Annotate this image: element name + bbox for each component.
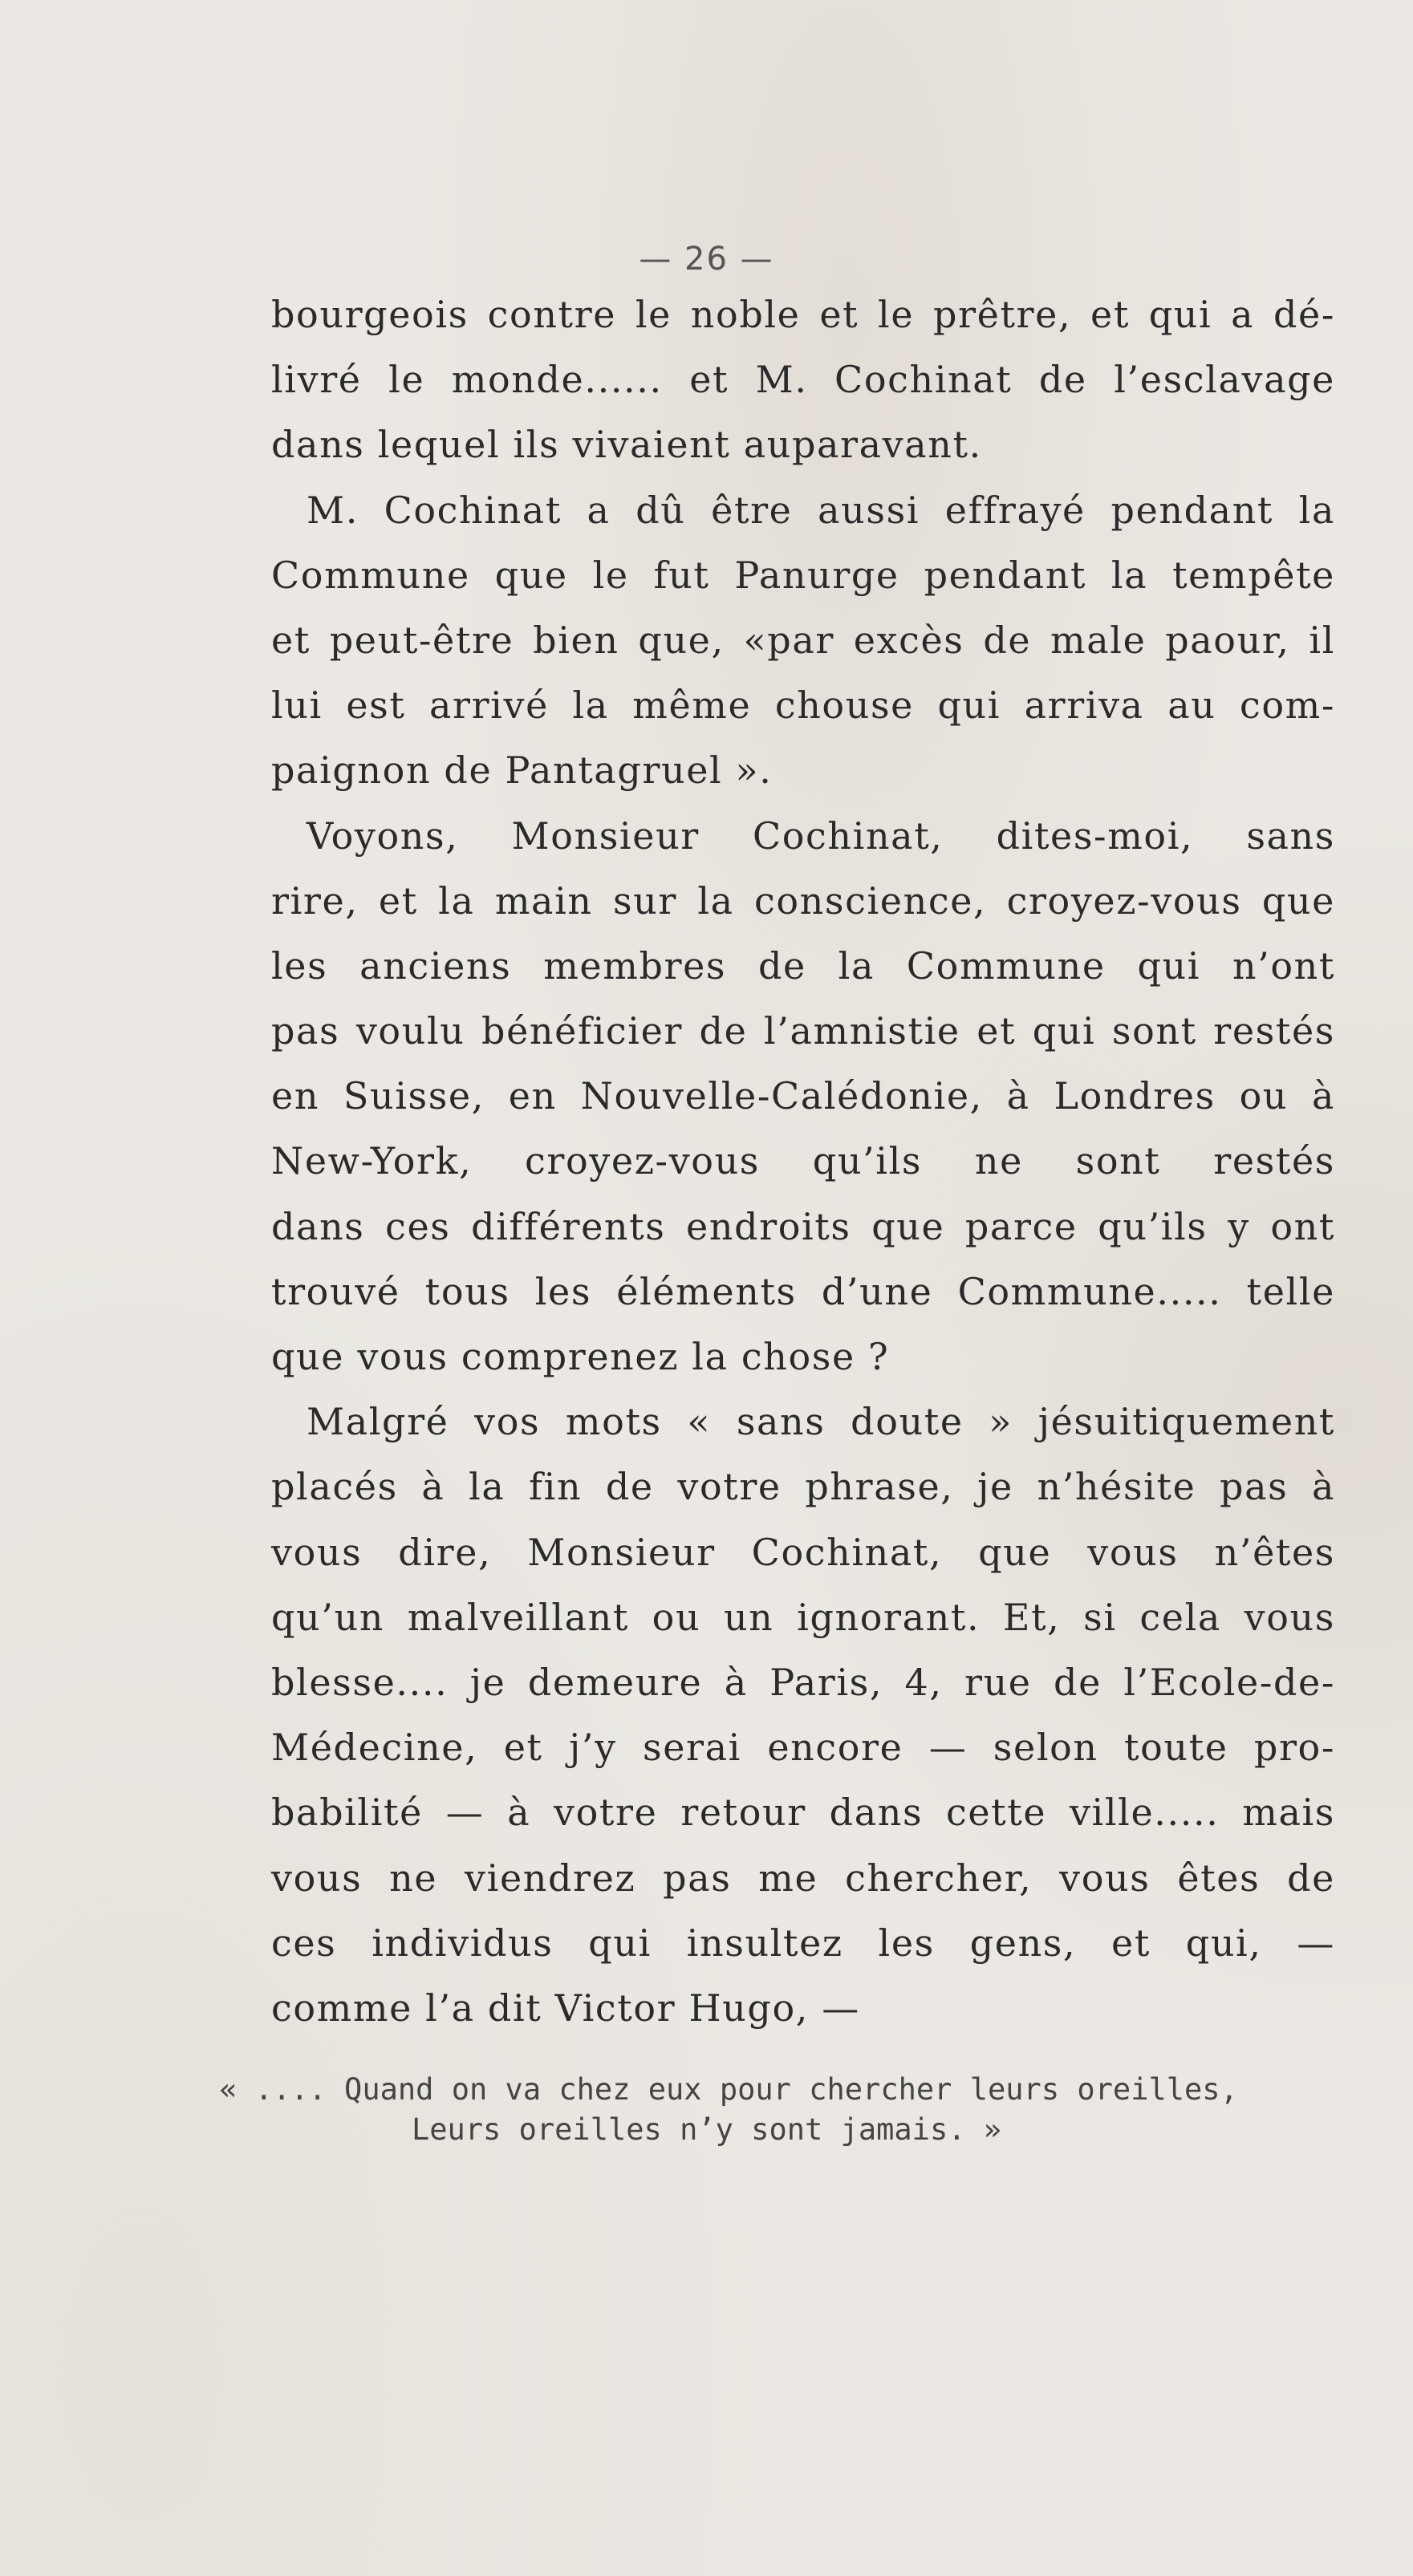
- text-line: bourgeois contre le noble et le prêtre, et qui a dé-: [271, 293, 1335, 336]
- text-line: M. Cochinat a dû être aussi effrayé pendant la: [307, 488, 1335, 532]
- text-line: lui est arrivé la même chouse qui arriva au com-: [271, 684, 1335, 728]
- text-line: qu’un malveillant ou un ignorant. Et, si cela vous: [271, 1595, 1335, 1639]
- text-line: ces individus qui insultez les gens, et qui, —: [271, 1921, 1335, 1965]
- body-text: [271, 282, 1335, 2041]
- text-line: Médecine, et j’y serai encore — selon toute pro-: [271, 1726, 1335, 1770]
- text-line: dans ces différents endroits que parce qu’ils y ont: [271, 1204, 1335, 1248]
- text-line: comme l’a dit Victor Hugo, —: [271, 1986, 860, 2030]
- text-line: placés à la fin de votre phrase, je n’hésite pas à: [271, 1465, 1335, 1509]
- text-line: paignon de Pantagruel ».: [271, 748, 773, 793]
- page-number: — 26 —: [639, 241, 774, 278]
- text-line: les anciens membres de la Commune qui n’ont: [271, 943, 1335, 988]
- text-line: que vous comprenez la chose ?: [271, 1335, 890, 1378]
- text-line: babilité — à votre retour dans cette ville..... mais: [271, 1791, 1335, 1835]
- text-line: dans lequel ils vivaient auparavant.: [271, 423, 982, 467]
- text-line: et peut-être bien que, «par excès de male paour, il: [271, 618, 1335, 662]
- quote-line: « .... Quand on va chez eux pour chercher leurs oreilles,: [219, 2072, 1238, 2107]
- text-line: blesse.... je demeure à Paris, 4, rue de l’Ecole-de-: [271, 1660, 1335, 1704]
- text-line: Voyons, Monsieur Cochinat, dites-moi, sans: [307, 813, 1335, 858]
- text-line: Commune que le fut Panurge pendant la tempête: [271, 553, 1335, 597]
- text-line: vous ne viendrez pas me chercher, vous êtes de: [271, 1856, 1335, 1900]
- verse-quote: [0, 2070, 1413, 2150]
- text-line: vous dire, Monsieur Cochinat, que vous n’êtes: [271, 1530, 1335, 1574]
- quote-line: Leurs oreilles n’y sont jamais. »: [411, 2112, 1002, 2147]
- text-line: en Suisse, en Nouvelle-Calédonie, à Londres ou à: [271, 1074, 1335, 1118]
- text-line: New-York, croyez-vous qu’ils ne sont restés: [271, 1139, 1335, 1183]
- text-line: rire, et la main sur la conscience, croyez-vous que: [271, 878, 1335, 923]
- text-line: trouvé tous les éléments d’une Commune..... telle: [271, 1269, 1335, 1313]
- text-line: pas voulu bénéficier de l’amnistie et qui sont restés: [271, 1009, 1335, 1053]
- text-line: livré le monde...... et M. Cochinat de l’esclavage: [271, 358, 1335, 402]
- text-line: Malgré vos mots « sans doute » jésuitiquement: [307, 1400, 1335, 1444]
